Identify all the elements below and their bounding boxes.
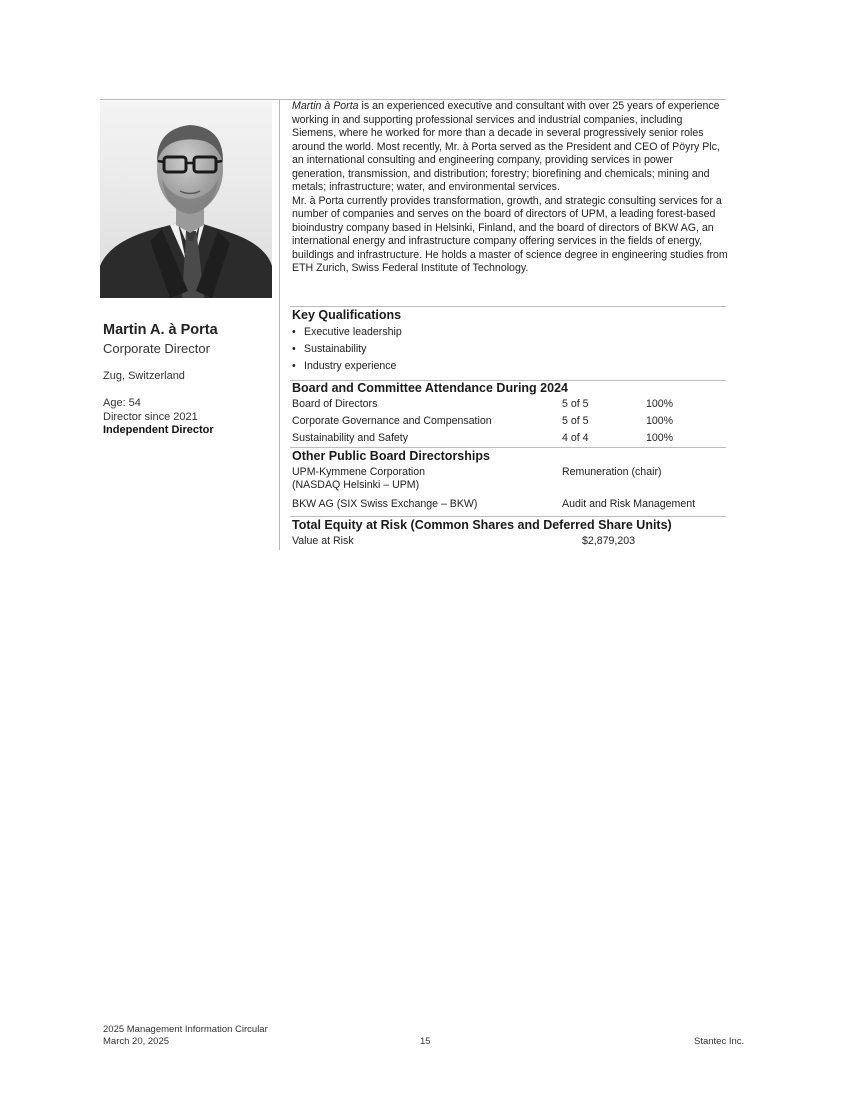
bio-paragraph-1 (292, 100, 728, 195)
equity-heading: Total Equity at Risk (Common Shares and Deferred Share Units) (292, 518, 672, 532)
bio-paragraph-1-text: is an experienced executive and consultant with over 25 years of experience working in and supporting professional services and industrial companies, including Siemens, where he worked for more than a decade in several progressively senior roles around the world. Most recently, Mr. à Porta served as the President and CEO of Pöyry Plc, an international consulting and engineering company, providing services in power generation, transmission, and distribution; forestry; biorefining and chemicals; mining and metals; infrastructure; water, and environmental services. (292, 100, 720, 193)
footer-doc-info (103, 1024, 268, 1047)
equity-value: $2,879,203 (582, 535, 636, 547)
board-company: UPM-Kymmene Corporation (292, 466, 426, 478)
other-boards-heading: Other Public Board Directorships (292, 449, 490, 463)
column-divider (279, 100, 280, 550)
qualifications-heading: Key Qualifications (292, 308, 402, 322)
bullet-icon: • (292, 360, 296, 372)
qualification-item (292, 343, 366, 355)
section-divider (290, 516, 726, 517)
qualification-label: Executive leadership (304, 326, 402, 338)
director-since: Director since 2021 (103, 410, 198, 423)
bio-name-italic: Martin à Porta (292, 100, 359, 112)
page-number: 15 (420, 1036, 431, 1047)
attendance-committee: Sustainability and Safety (292, 432, 409, 444)
attendance-committee: Board of Directors (292, 398, 378, 410)
section-divider (290, 447, 726, 448)
director-location: Zug, Switzerland (103, 370, 185, 382)
attendance-percent: 100% (646, 398, 674, 410)
independence-status: Independent Director (103, 424, 214, 436)
attendance-heading: Board and Committee Attendance During 2024 (292, 381, 568, 395)
attendance-count: 5 of 5 (562, 415, 589, 427)
footer-company: Stantec Inc. (694, 1036, 745, 1047)
section-divider (290, 306, 726, 307)
footer-date: March 20, 2025 (103, 1035, 170, 1047)
attendance-committee: Corporate Governance and Compensation (292, 415, 492, 427)
bio-paragraph-2: Mr. à Porta currently provides transformation, growth, and strategic consulting services for a number of companies and serves on the board of directors of UPM, a leading forest-based bioindustry company based in Helsinki, Finland, and the board of directors of BKW AG, an international energy and infrastructure company offering services in the fields of energy, buildings and infrastructure. He holds a master of science degree in engineering studies from ETH Zurich, Swiss Federal Institute of Technology. (292, 194, 728, 274)
footer-doc-title: 2025 Management Information Circular (103, 1024, 268, 1035)
equity-label: Value at Risk (292, 535, 354, 547)
attendance-percent: 100% (646, 432, 674, 444)
director-name: Martin A. à Porta (103, 322, 218, 338)
board-exchange: (NASDAQ Helsinki – UPM) (292, 479, 420, 491)
director-age: Age: 54 (103, 397, 141, 409)
bullet-icon: • (292, 343, 296, 355)
qualification-item (292, 360, 396, 372)
director-title: Corporate Director (103, 341, 210, 356)
director-photo (100, 101, 272, 298)
board-committee: Audit and Risk Management (562, 498, 696, 510)
qualification-label: Sustainability (304, 343, 367, 355)
attendance-count: 5 of 5 (562, 398, 589, 410)
board-company: BKW AG (SIX Swiss Exchange – BKW) (292, 498, 478, 510)
attendance-percent: 100% (646, 415, 674, 427)
director-biography (292, 100, 728, 276)
board-committee: Remuneration (chair) (562, 466, 662, 478)
qualification-label: Industry experience (304, 360, 397, 372)
director-details (103, 397, 273, 438)
qualification-item (292, 326, 402, 338)
attendance-count: 4 of 4 (562, 432, 589, 444)
bullet-icon: • (292, 326, 296, 338)
